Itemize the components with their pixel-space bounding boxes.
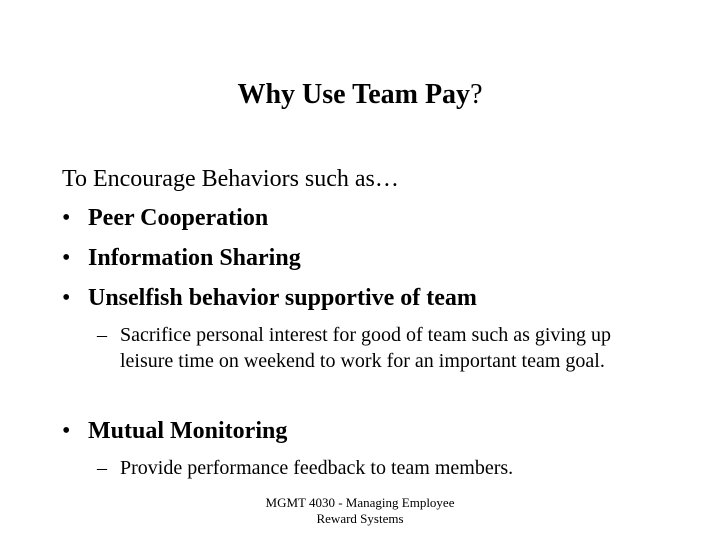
- bullet-item-mutual-monitoring: [62, 411, 287, 451]
- sub-bullet-text: Provide performance feedback to team members.: [120, 457, 514, 479]
- bullet-icon: •: [62, 205, 71, 231]
- bullet-text: Information Sharing: [88, 245, 301, 271]
- sub-bullet-text: Sacrifice personal interest for good of team such as giving up leisure time on weekend to work for an important team goal.: [120, 324, 611, 372]
- bullet-icon: •: [62, 245, 71, 271]
- slide-title: [0, 78, 720, 112]
- sub-bullet-sacrifice: [97, 322, 640, 374]
- bullet-text: Peer Cooperation: [88, 205, 269, 231]
- slide-title-question-mark: ?: [470, 79, 483, 110]
- intro-text: To Encourage Behaviors such as…: [62, 166, 399, 192]
- bullet-text: Mutual Monitoring: [88, 418, 288, 444]
- bullet-item-information-sharing: [62, 238, 477, 278]
- slide-footer: [0, 495, 720, 527]
- footer-line-1: MGMT 4030 - Managing Employee: [265, 495, 455, 510]
- sub-bullet-feedback: [97, 455, 640, 481]
- dash-icon: –: [97, 457, 107, 479]
- bullet-icon: •: [62, 285, 71, 311]
- footer-line-2: Reward Systems: [316, 511, 404, 526]
- bullet-icon: •: [62, 418, 71, 444]
- dash-icon: –: [97, 324, 107, 346]
- slide-title-text: Why Use Team Pay: [237, 79, 471, 110]
- bullet-item-peer-cooperation: [62, 198, 477, 238]
- bullet-list-2: [62, 411, 287, 451]
- bullet-text: Unselfish behavior supportive of team: [88, 285, 477, 311]
- bullet-item-unselfish-behavior: [62, 278, 477, 318]
- bullet-list: [62, 198, 477, 318]
